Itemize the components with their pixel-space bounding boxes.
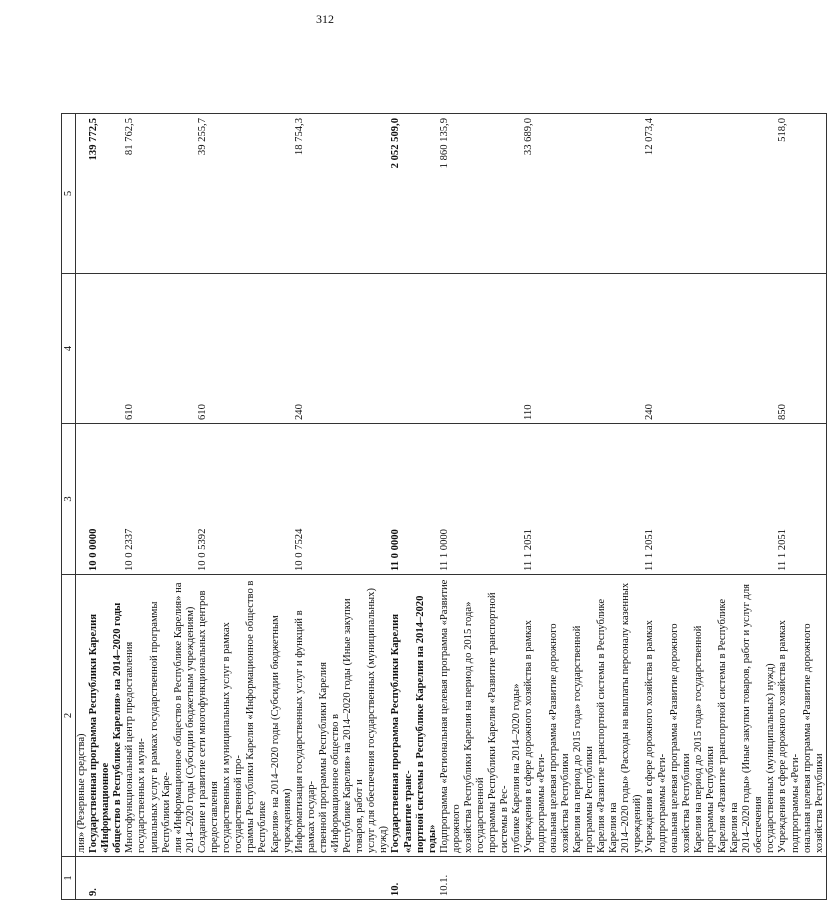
row-code-cell: 10 0 0000 (88, 424, 124, 575)
row-number-cell (294, 857, 391, 900)
row-code-cell (76, 424, 89, 575)
table-row (197, 114, 294, 900)
table-row (76, 114, 89, 900)
table-row (88, 114, 124, 900)
table-row (124, 114, 197, 900)
row-number-cell: 9. (88, 857, 124, 900)
row-number-cell (197, 857, 294, 900)
header-col-2: 2 (62, 575, 76, 857)
table-row (390, 114, 438, 900)
row-description-cell: Многофункциональный центр предоставления государственных и муни- ципальных услуг в рамках государственной программы Республики Каре- лия «Информационное общество в Республике Карелия» на 2014–2020 годы (Субсидии бюджетным учреждениям) (124, 575, 197, 857)
row-number-cell (644, 857, 777, 900)
row-description-cell: Информатизация государственных услуг и функций в рамках государ- ственной программы Республики Карелия «Информационное общество в Республике Карелия» на 2014–2020 годы (Иные закупки товаров, работ и услуг для обеспечения государственных (муниципальных) нужд) (294, 575, 391, 857)
row-amount-cell: 18 754,3 (294, 114, 391, 274)
row-amount-cell: 1 860 135,9 (439, 114, 524, 274)
header-col-3: 3 (62, 424, 76, 575)
rotated-table-container (61, 114, 825, 900)
table-header-row (62, 114, 76, 900)
table-row (294, 114, 391, 900)
row-type-cell: 850 (777, 274, 826, 424)
row-type-cell (439, 274, 524, 424)
row-description-cell: Учреждения в сфере дорожного хозяйства в рамках подпрограммы «Реги- ональная целевая программа «Развитие дорожного хозяйства Республики Карелия на период до 2015 года» государственной программы Республики Карелия «Развитие транспортной системы в Республике Карелия на 2014–2020 годы» (Иные закупки товаров, работ и услуг для обеспечения государственных (муниципальных) нужд) (644, 575, 777, 857)
row-number-cell: 10. (390, 857, 438, 900)
table-row (777, 114, 826, 900)
row-description-cell: Создание и развитие сети многофункциональных центров предоставления государственных и муниципальных услуг в рамках государственной про- граммы Республики Карелия «Информационное общество в Республике Карелия» на 2014–2020 годы (Субсидии бюджетным учреждениям) (197, 575, 294, 857)
row-code-cell: 11 1 2051 (777, 424, 826, 575)
row-code-cell: 10 0 5392 (197, 424, 294, 575)
row-code-cell: 11 1 0000 (439, 424, 524, 575)
header-col-1: 1 (62, 857, 76, 900)
table-row (439, 114, 524, 900)
row-amount-cell: 2 052 509,0 (390, 114, 438, 274)
row-description-cell: Государственная программа Республики Карелия «Информационное общество в Республике Карелия» на 2014–2020 годы (88, 575, 124, 857)
row-description-cell: Учреждения в сфере дорожного хозяйства в рамках подпрограммы «Реги- ональная целевая программа «Развитие дорожного хозяйства Республики Карелия на период до 2015 года» государственной программы Республики Карелия «Развитие транспортной системы в Республике Карелия на 2014–2020 годы» (Расходы на выплаты персоналу казенных учреждений) (523, 575, 644, 857)
row-description-cell: Государственная программа Республики Карелия «Развитие транс- портной системы в Республике Карелия на 2014–2020 годы» (390, 575, 438, 857)
table-row (644, 114, 777, 900)
row-type-cell: 610 (124, 274, 197, 424)
budget-table (61, 113, 827, 900)
row-amount-cell: 33 689,0 (523, 114, 644, 274)
header-col-4: 4 (62, 274, 76, 424)
row-number-cell (76, 857, 89, 900)
row-amount-cell: 139 772,5 (88, 114, 124, 274)
row-amount-cell (76, 114, 89, 274)
row-description-cell: лия» (Резервные средства) (76, 575, 89, 857)
row-amount-cell: 81 762,5 (124, 114, 197, 274)
row-code-cell: 11 1 2051 (523, 424, 644, 575)
row-number-cell (777, 857, 826, 900)
row-description-cell: Подпрограмма «Региональная целевая программа «Развитие дорожного хозяйства Республики Карелия на период до 2015 года» государственной программы Республики Карелия «Развитие транспортной системы в Рес- публике Карелия на 2014–2020 годы» (439, 575, 524, 857)
row-description-cell: Учреждения в сфере дорожного хозяйства в рамках подпрограммы «Реги- ональная целевая программа «Развитие дорожного хозяйства Республики (777, 575, 826, 857)
row-number-cell: 10.1. (439, 857, 524, 900)
row-type-cell: 240 (294, 274, 391, 424)
row-code-cell: 10 0 7524 (294, 424, 391, 575)
row-type-cell (390, 274, 438, 424)
table-body (76, 114, 827, 900)
table-row (523, 114, 644, 900)
header-col-5: 5 (62, 114, 76, 274)
row-amount-cell: 39 255,7 (197, 114, 294, 274)
row-amount-cell: 12 073,4 (644, 114, 777, 274)
row-type-cell: 610 (197, 274, 294, 424)
row-amount-cell: 518,0 (777, 114, 826, 274)
row-number-cell (523, 857, 644, 900)
row-type-cell (76, 274, 89, 424)
row-type-cell (88, 274, 124, 424)
row-number-cell (124, 857, 197, 900)
row-type-cell: 240 (644, 274, 777, 424)
row-code-cell: 11 0 0000 (390, 424, 438, 575)
row-code-cell: 10 0 2337 (124, 424, 197, 575)
page-number: 312 (316, 12, 334, 26)
row-type-cell: 110 (523, 274, 644, 424)
row-code-cell: 11 1 2051 (644, 424, 777, 575)
